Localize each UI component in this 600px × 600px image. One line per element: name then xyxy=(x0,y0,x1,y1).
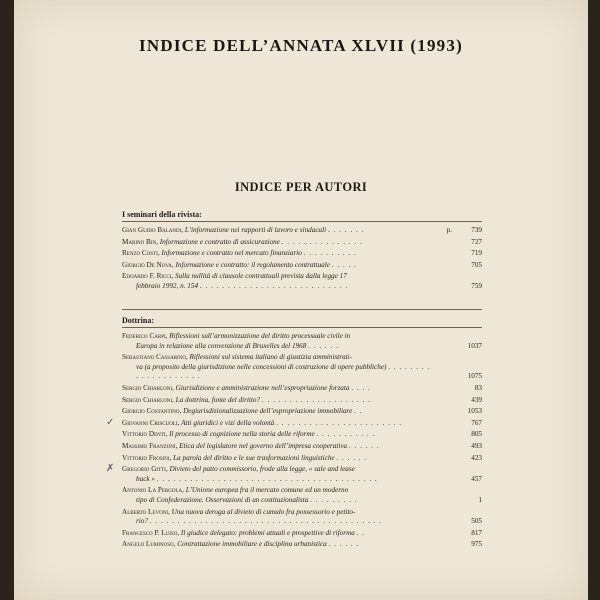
index-entry: Federico Carpi, Riflessioni sull’armonizzazione del diritto processuale civile in Europa in relazione alla convenzione di Bruxelles del 1968 . . . . . . 1037 xyxy=(122,332,482,350)
entry-title: Il giudice delegato: problemi attuali e prospettive di riforma xyxy=(180,528,355,537)
entry-title: L’Unione europea fra il mercato comune ed un moderno xyxy=(185,486,349,495)
entry-title: La dottrina, fonte del diritto? xyxy=(175,395,261,404)
entry-page: 975 xyxy=(471,540,482,549)
entry-title: Contrattazione immobiliare e disciplina urbanistica xyxy=(177,540,327,549)
section-heading: Dottrina: xyxy=(122,316,482,328)
entry-title-continued: back » xyxy=(136,474,155,483)
entry-author: Gregorio Gitti xyxy=(122,465,166,474)
entry-page: 83 xyxy=(474,383,482,392)
entry-author: Federico Carpi xyxy=(122,332,166,340)
index-entry: Alberto Levoni, Una nuova deroga al divieto di cumulo fra possessorio e petito- rio? . . . . . . . . . . . . . . . . . . . . . . . . . . . . . . . . . . . . . . . . . . 505 xyxy=(122,507,482,526)
page-title: INDICE DELL’ANNATA XLVII (1993) xyxy=(139,36,463,55)
handwritten-cross-mark: ✗ xyxy=(106,463,115,475)
entry-title: Degiurisdizionalizzazione dell’espropriazione immobiliare xyxy=(183,407,353,416)
seminari-section xyxy=(122,210,482,294)
entry-author: Vittorio Frosini xyxy=(122,453,170,462)
entry-title: Una nuova deroga al divieto di cumulo fra possessorio e petito- xyxy=(171,507,356,516)
entry-author: Giorgio Costantino xyxy=(122,407,180,416)
section-heading: I seminari della rivista: xyxy=(122,210,482,222)
divider xyxy=(122,309,482,310)
entry-title-continued: Europa in relazione alla convenzione di Bruxelles del 1968 xyxy=(136,341,307,350)
index-entry: Vittorio Denti, Il processo di cognizione nella storia delle riforme . . . . . . . . . . . 805 xyxy=(122,430,482,439)
index-entry: Angelo Luminoso, Contrattazione immobiliare e disciplina urbanistica . . . . . . 975 xyxy=(122,540,482,549)
index-entry: ✗ Gregorio Gitti, Divieto del patto commissorio, frode alla legge, « sale and lease back » . . . . . . . . . . . . . . . . . . . . . . . . . . . . . . . . . . . . . . . . 457 xyxy=(106,463,482,483)
entry-author: Renzo Costi xyxy=(122,249,158,258)
entry-author: Massimo Franzoni xyxy=(122,441,176,450)
entry-title: Sulla nullità di clausole contrattuali prevista dalla legge 17 xyxy=(174,272,347,281)
entry-author: Angelo Luminoso xyxy=(122,540,174,549)
entry-title: Atti giuridici e vizi della volontà xyxy=(181,418,275,427)
index-entry: Sergio Chiarloni, Giurisdizione e amministrazione nell’espropriazione forzata . . . . 83 xyxy=(122,383,482,392)
index-entry: Giorgio De Nova, Informazione e contratto: il regolamento contrattuale . . . . . 705 xyxy=(122,260,482,269)
index-entry: Massimo Franzoni, Etica del legislatore nel governo dell’impresa cooperativa . . . . . . 493 xyxy=(122,441,482,450)
entry-title: Etica del legislatore nel governo dell’impresa cooperativa xyxy=(179,441,348,450)
entry-author: Sergio Chiarloni xyxy=(122,395,173,404)
entry-title-continued: febbraio 1992, n. 154 xyxy=(136,281,199,290)
entry-author: Vittorio Denti xyxy=(122,430,166,439)
entry-page: 439 xyxy=(471,395,482,404)
entry-title: Informazione e contratto di assicurazione xyxy=(159,237,280,246)
entry-page: 759 xyxy=(471,281,482,290)
page-prefix: p. xyxy=(446,226,452,234)
entry-page: 1 xyxy=(478,495,482,504)
index-entry: ✓ Giovanni Criscuoli, Atti giuridici e vizi della volontà . . . . . . . . . . . . . . . . . . . . . . . 767 xyxy=(106,416,482,428)
index-entry: Renzo Costi, Informazione e contratto nel mercato finanziario . . . . . . . . . . 719 xyxy=(122,249,482,258)
entry-author: Gian Guido Balandi xyxy=(122,226,182,234)
entry-author: Edoardo F. Ricci xyxy=(122,272,172,281)
index-entry: Sergio Chiarloni, La dottrina, fonte del diritto? . . . . . . . . . . . . . . . . . . . . 439 xyxy=(122,395,482,404)
entry-author: Sebastiano Cassarino xyxy=(122,353,186,362)
entry-title: Riflessioni sull’armonizzazione del diritto processuale civile in xyxy=(169,332,351,340)
entry-title: Il processo di cognizione nella storia delle riforme xyxy=(169,430,315,439)
entry-title: L’informazione nei rapporti di lavoro e sindacali xyxy=(184,226,327,234)
entry-title-continued: va (a proposito della giurisdizione nelle concessioni di costruzione di opere pubbliche) xyxy=(136,362,387,371)
entry-author: Alberto Levoni xyxy=(122,507,168,516)
index-entry: Gian Guido Balandi, L’informazione nei rapporti di lavoro e sindacali . . . . . . . p. 739 xyxy=(122,226,482,234)
entry-author: Marino Bin xyxy=(122,237,157,246)
entry-page: 505 xyxy=(471,517,482,526)
entry-page: 493 xyxy=(471,441,482,450)
entry-page: 705 xyxy=(471,260,482,269)
index-entry: Francesco P. Luiso, Il giudice delegato: problemi attuali e prospettive di riforma . . 817 xyxy=(122,528,482,537)
entry-page: 727 xyxy=(471,237,482,246)
entry-page: 457 xyxy=(471,474,482,483)
entry-title-continued: tipo di Confederazione. Osservazioni di un costituzionalista xyxy=(136,495,309,504)
entry-author: Giorgio De Nova xyxy=(122,260,172,269)
entry-page: 423 xyxy=(471,453,482,462)
entry-title: Riflessioni sul sistema italiano di giustizia amministrati- xyxy=(189,353,353,362)
index-entry: Giorgio Costantino, Degiurisdizionalizzazione dell’espropriazione immobiliare . . 1053 xyxy=(122,407,482,416)
entry-author: Giovanni Criscuoli xyxy=(122,418,178,427)
dottrina-section xyxy=(106,305,482,552)
entry-page: 719 xyxy=(471,249,482,258)
entry-page: 1037 xyxy=(467,341,482,350)
index-entry: Vittorio Frosini, La parola del diritto e le sue trasformazioni linguistiche . . . . . . 423 xyxy=(122,453,482,462)
entry-author: Sergio Chiarloni xyxy=(122,383,173,392)
index-entry: Edoardo F. Ricci, Sulla nullità di clausole contrattuali prevista dalla legge 17 febbraio 1992, n. 154 . . . . . . . . . . . . . . . . . . . . . . . . . . . 759 xyxy=(122,272,482,290)
show-through-text xyxy=(14,72,588,124)
entry-page: 805 xyxy=(471,430,482,439)
entry-title: Informazione e contratto nel mercato finanziario xyxy=(161,249,302,258)
index-entry: Sebastiano Cassarino, Riflessioni sul sistema italiano di giustizia amministrati- va (a proposito della giurisdizione nelle concessioni di costruzione di opere pubbliche) . . . . . . . . . . . . . . . . . . . . 1075 xyxy=(122,353,482,381)
entry-title: Informazione e contratto: il regolamento contrattuale xyxy=(175,260,330,269)
index-entry: Antonio La Pergola, L’Unione europea fra il mercato comune ed un moderno tipo di Confederazione. Osservazioni di un costituzionalista . . . . . . . . . 1 xyxy=(122,486,482,504)
entry-title: Giurisdizione e amministrazione nell’espropriazione forzata xyxy=(175,383,350,392)
entry-page: 817 xyxy=(471,528,482,537)
document-page xyxy=(14,0,588,600)
entry-page: 1075 xyxy=(467,372,482,381)
entry-author: Francesco P. Luiso xyxy=(122,528,178,537)
entry-title: La parola del diritto e le sue trasformazioni linguistiche xyxy=(173,453,335,462)
handwritten-check-mark: ✓ xyxy=(106,416,115,428)
entry-title-continued: rio? xyxy=(136,517,148,526)
index-entry: Marino Bin, Informazione e contratto di assicurazione . . . . . . . . . . . . . . . 727 xyxy=(122,237,482,246)
entry-page: 1053 xyxy=(467,407,482,416)
entry-author: Antonio La Pergola xyxy=(122,486,183,495)
section-title: INDICE PER AUTORI xyxy=(234,180,368,194)
entry-page: 767 xyxy=(471,418,482,427)
entry-title: Divieto del patto commissorio, frode alla legge, « sale and lease xyxy=(169,465,355,474)
entry-page: 739 xyxy=(471,226,482,234)
